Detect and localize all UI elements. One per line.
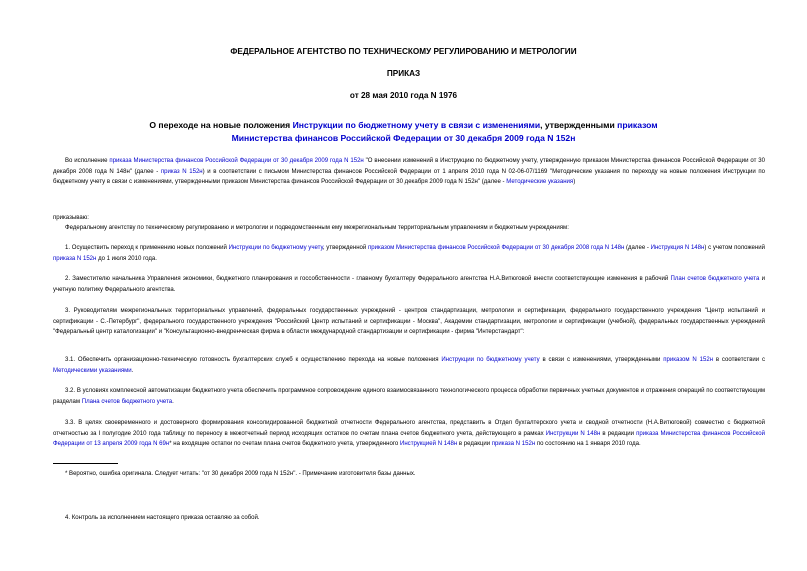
paragraph-text: 2. Заместителю начальника Управления экономики, бюджетного планирования и госсобственности - главному бухгалтеру Федерального агентства Н.А.Витюговой внести соответствующие изменения в рабочий: [65, 276, 671, 282]
footnote-divider: [53, 463, 118, 464]
paragraph-text: .: [172, 398, 174, 405]
link-order-152n-short[interactable]: приказа N 152н: [491, 441, 536, 447]
paragraph-text: (далее -: [624, 245, 651, 251]
paragraph-text: * на входящие остатки по счетам плана счетов бюджетного учета, утвержденного: [169, 441, 400, 447]
paragraph-text: .: [131, 367, 134, 374]
paragraph-text: 3.2. В условиях комплексной автоматизации бюджетного учета обеспечить программное сопровождение единого взаимосвязанного технологического процесса обработки первичных учетных документов и отражения операций по соответствующим разделам: [53, 388, 765, 405]
item-3-1: [53, 355, 765, 376]
link-order-152n-short[interactable]: приказ N 152н: [160, 168, 203, 175]
paragraph-text: ): [573, 179, 576, 185]
order-word: приказываю:: [53, 215, 89, 221]
paragraph-text: в соответствии с: [713, 357, 766, 363]
document-kind: ПРИКАЗ: [386, 69, 421, 78]
link-order-152n-short[interactable]: приказом N 152н: [663, 357, 714, 363]
item-3-3: [53, 418, 765, 450]
document-date-number: от 28 мая 2010 года N 1976: [349, 91, 458, 100]
link-instruction-148n[interactable]: Инструкция N 148н: [650, 245, 705, 251]
paragraph-text: 1. Осуществить переход к применению новых положений: [65, 245, 229, 251]
paragraph-text: Во исполнение: [65, 158, 110, 164]
paragraph-text: до 1 июля 2010 года.: [96, 255, 157, 262]
agency-heading: ФЕДЕРАЛЬНОЕ АГЕНТСТВО ПО ТЕХНИЧЕСКОМУ РЕГУЛИРОВАНИЮ И МЕТРОЛОГИИ: [230, 47, 577, 56]
link-instruction-148n[interactable]: Инструкции N 148н: [545, 430, 601, 437]
item-3-2: [53, 386, 765, 407]
title-link-order-152n[interactable]: приказом Министерства финансов Российской Федерации от 30 декабря 2009 года N 152н: [231, 120, 658, 143]
link-budget-instruction[interactable]: Инструкции по бюджетному учету: [228, 245, 323, 251]
link-chart-of-accounts[interactable]: План счетов бюджетного учета: [670, 276, 760, 282]
intro-paragraph: [53, 156, 765, 188]
item-4: 4. Контроль за исполнением настоящего приказа оставляю за собой.: [65, 515, 260, 521]
paragraph-text: "О внесении изменений в Инструкцию по бюджетному учету, утвержденную приказом Министерства финансов Российской Федерации от 30 декабря 2008 года N 148н" (далее -: [53, 158, 765, 175]
paragraph-text: 3.1. Обеспечить организационно-техническую готовность бухгалтерских служб к осуществлению перехода на новые положения: [65, 357, 442, 363]
link-order-152n[interactable]: приказа Министерства финансов Российской Федерации от 30 декабря 2009 года N 152н: [109, 158, 364, 164]
link-chart-of-accounts[interactable]: Плана счетов бюджетного учета: [81, 398, 173, 405]
footnote: * Вероятно, ошибка оригинала. Следует читать: "от 30 декабря 2009 года N 152н". - Примечание изготовителя базы данных.: [65, 471, 416, 477]
paragraph-text: в редакции: [600, 430, 637, 437]
link-order-69n[interactable]: приказа Министерства финансов Российской Федерации от 13 апреля 2009 года N 69н: [53, 430, 765, 447]
link-order-152n-short[interactable]: приказа N 152н: [53, 255, 97, 262]
link-methodical-guidelines[interactable]: Методическими указаниями: [53, 367, 132, 374]
addressee-paragraph: Федеральному агентству по техническому регулированию и метрологии и подведомственным ему межрегиональным территориальным управлениям и бюджетным учреждениям:: [65, 225, 569, 231]
title-text: О переходе на новые положения: [149, 120, 293, 130]
document-title: [120, 119, 687, 145]
paragraph-text: ) и в соответствии с письмом Министерства финансов Российской Федерации от 1 апреля 2010 года N 02-06-07/1169 "Методические указания по переходу на новые положения Инструкции по бюджетному учету в связи с изменениями, утвержденными приказом Министерства финансов Российской Федерации от 30 декабря 2009 года N 152н" (далее -: [53, 168, 765, 185]
paragraph-text: 3.3. В целях своевременного и достоверного формирования консолидированной бюджетной отчетности Федерального агентства, представить в Отдел бухгалтерского учета и сводной отчетности (Н.А.Витюговой) совместно с бюджетной отчетностью за I полугодие 2010 года таблицу по переносу в межотчетный период исходящих остатков по счетам плана счетов бюджетного учета, действующего в рамках: [53, 420, 765, 437]
paragraph-text: ) с учетом положений: [704, 245, 765, 251]
item-1: [53, 243, 765, 264]
paragraph-text: , утвержденной: [322, 245, 368, 251]
paragraph-text: в связи с изменениями, утвержденными: [539, 357, 664, 363]
title-text: , утвержденными: [540, 120, 618, 130]
link-order-148n[interactable]: приказом Министерства финансов Российской Федерации от 30 декабря 2008 года N 148н: [368, 245, 625, 251]
link-budget-instruction[interactable]: Инструкции по бюджетному учету: [441, 357, 540, 363]
paragraph-text: по состоянию на 1 января 2010 года.: [535, 441, 641, 447]
item-3: 3. Руководителям межрегиональных территориальных управлений, федеральных государственных учреждений - центров стандартизации, метрологии и сертификации, федерального государственного учреждения "Центр испытаний и сертификации - С.-Петербург", федерального государственного учреждения "Российский Центр испытаний и сертификации - Москва", Академии стандартизации, метрологии и сертификации (учебной), федеральных государственных учреждений "Федеральный центр каталогизации" и "Консультационно-внедренческая фирма в области международной стандартизации и сертификации - фирма "Интерстандарт":: [53, 308, 765, 335]
paragraph-text: в редакции: [457, 441, 492, 447]
paragraph-text: и учетную политику Федерального агентства.: [53, 276, 765, 293]
link-instruction-148n[interactable]: Инструкцией N 148н: [399, 441, 458, 447]
link-methodical-guidelines[interactable]: Методические указания: [506, 179, 574, 185]
item-2: [53, 274, 765, 295]
title-link-instruction[interactable]: Инструкции по бюджетному учету в связи с изменениями: [292, 120, 541, 130]
